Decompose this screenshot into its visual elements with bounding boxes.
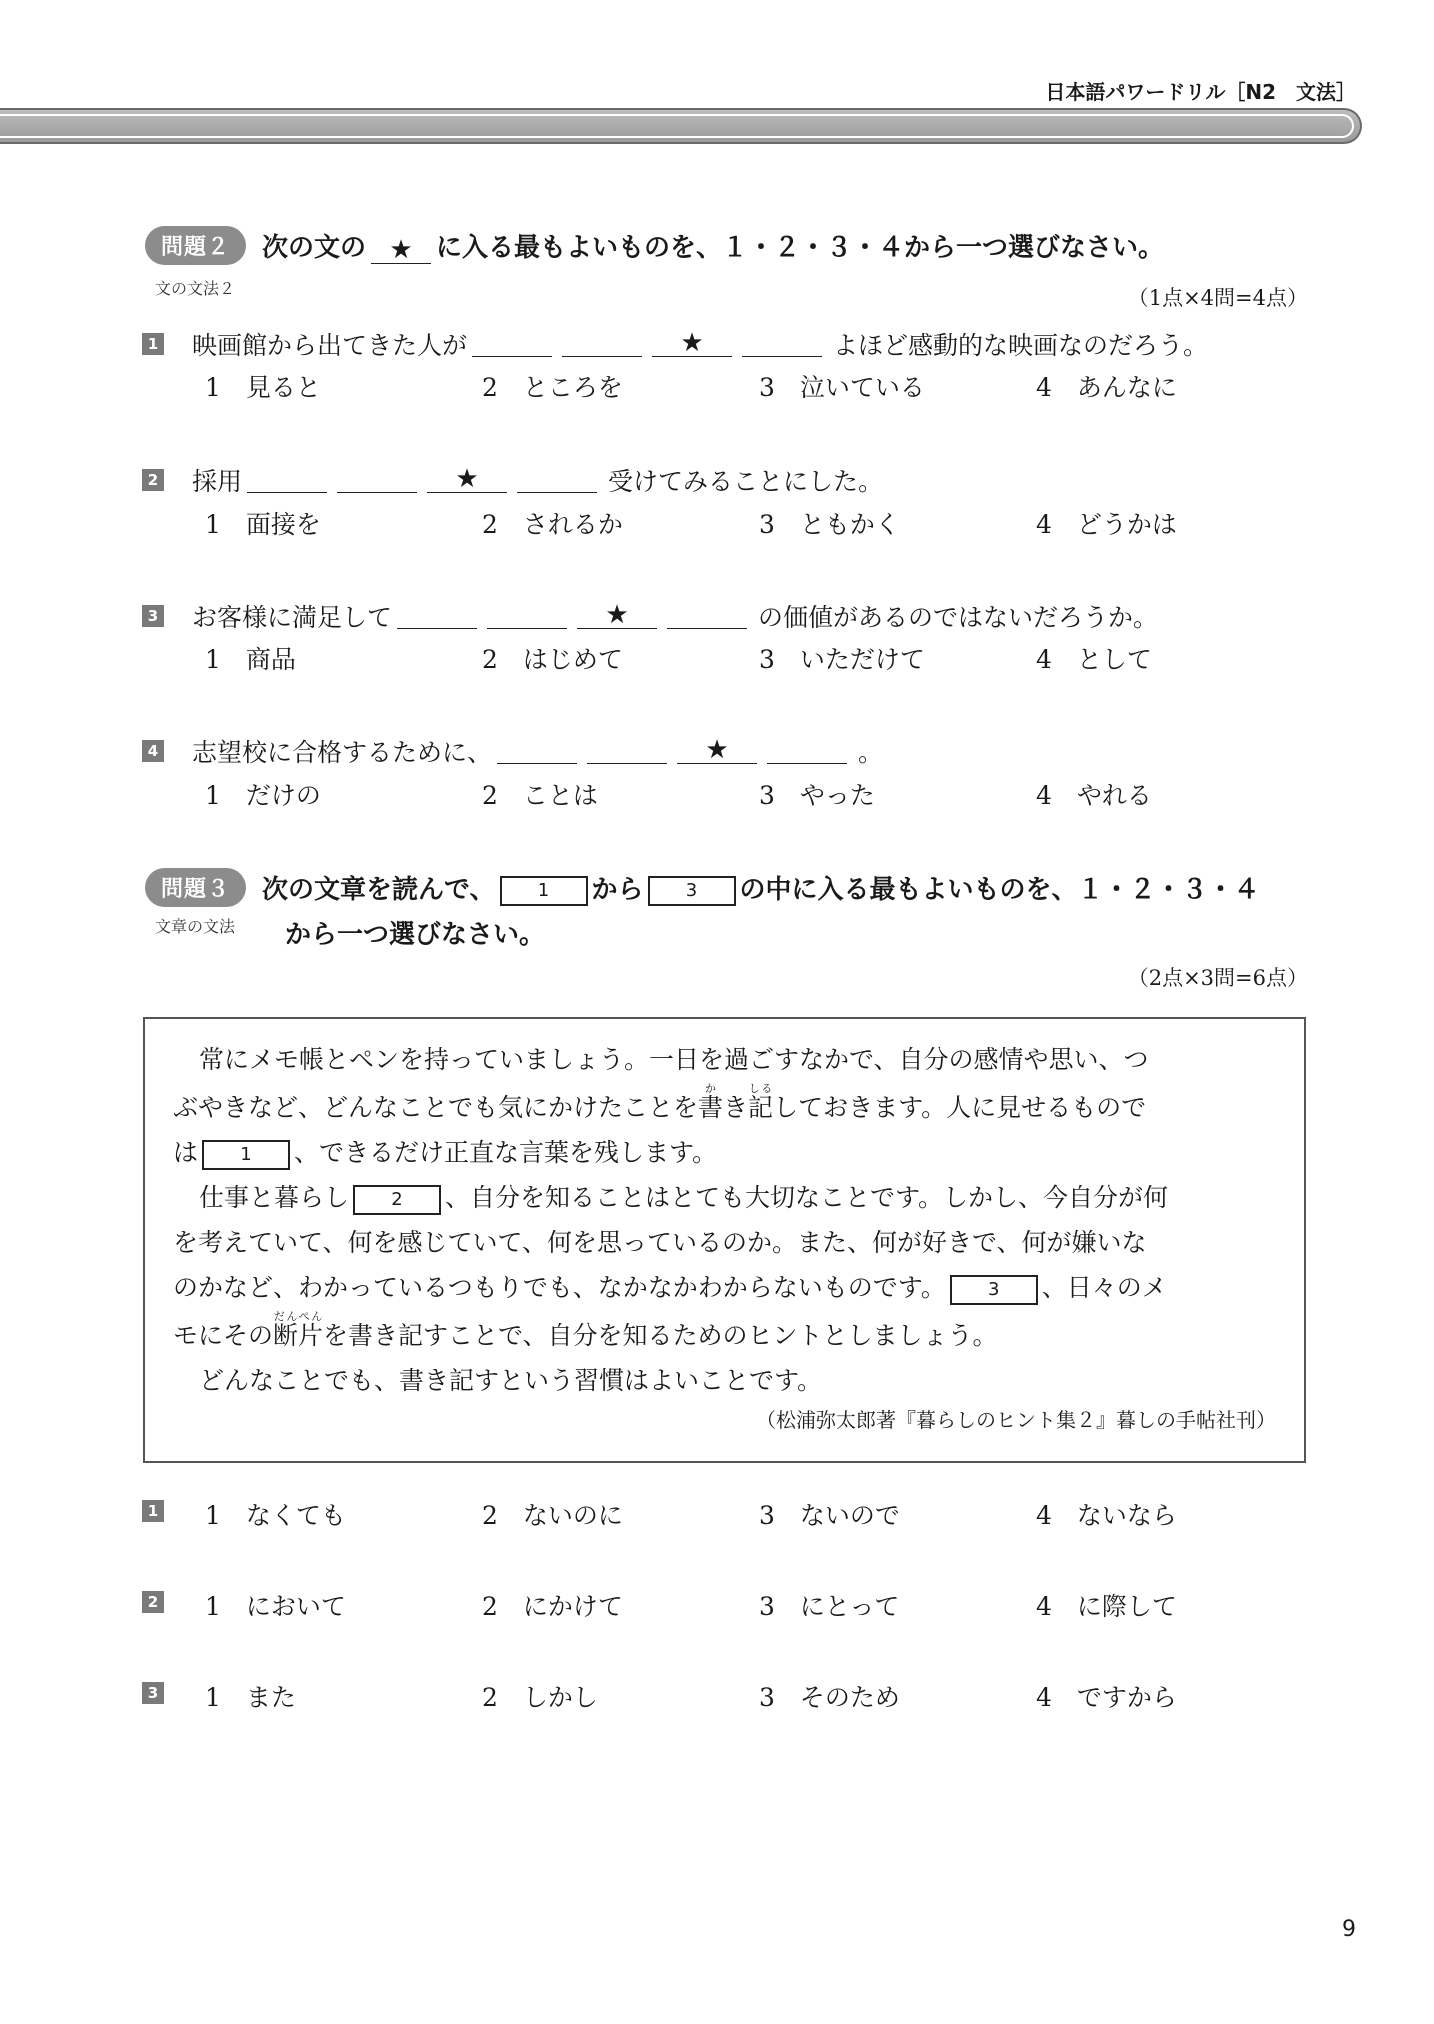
option-2[interactable]: 2 しかし xyxy=(482,1683,598,1712)
question-number: 4 xyxy=(142,740,164,762)
question-number: 3 xyxy=(142,1682,164,1704)
option-3[interactable]: 3 そのため xyxy=(759,1683,900,1712)
option-1[interactable]: 1 だけの xyxy=(205,781,321,810)
passage-source: （松浦弥太郎著『暮らしのヒント集２』暮しの手帖社刊） xyxy=(756,1408,1276,1432)
option-3[interactable]: 3 ないので xyxy=(759,1501,900,1530)
mondai2-question-3: 3 お客様に満足して ★ の価値があるのではないだろうか。 xyxy=(142,598,1158,634)
option-4[interactable]: 4 に際して xyxy=(1036,1592,1177,1621)
passage-line: 常にメモ帳とペンを持っていましょう。一日を過ごすなかで、自分の感情や思い、つ xyxy=(199,1045,1149,1074)
answer-blank[interactable] xyxy=(587,739,667,764)
passage-line: を考えていて、何を感じていて、何を思っているのか。また、何が好きで、何が嫌いな xyxy=(173,1228,1147,1257)
option-2[interactable]: 2 にかけて xyxy=(482,1592,623,1621)
question-number: 1 xyxy=(142,333,164,355)
option-4[interactable]: 4 やれる xyxy=(1036,781,1152,810)
question-number: 1 xyxy=(142,1500,164,1522)
option-4[interactable]: 4 ないなら xyxy=(1036,1501,1177,1530)
mondai3-instruction-line2: から一つ選びなさい。 xyxy=(285,920,546,950)
option-4[interactable]: 4 あんなに xyxy=(1036,373,1177,402)
option-2[interactable]: 2 はじめて xyxy=(482,645,623,674)
star-blank[interactable]: ★ xyxy=(677,739,757,764)
passage-line: どんなことでも、書き記すという習慣はよいことです。 xyxy=(199,1366,823,1395)
option-2[interactable]: 2 ことは xyxy=(482,781,598,810)
mondai3-sublabel: 文章の文法 xyxy=(155,917,236,936)
answer-blank[interactable] xyxy=(742,332,822,357)
option-1[interactable]: 1 また xyxy=(205,1683,296,1712)
passage-line: 仕事と暮らし 2 、自分を知ることはとても大切なことです。しかし、今自分が何 xyxy=(173,1175,1276,1220)
mondai3-pill: 問題３ xyxy=(145,868,246,907)
option-3[interactable]: 3 ともかく xyxy=(759,510,900,539)
reading-passage xyxy=(143,1017,1306,1463)
answer-blank[interactable] xyxy=(667,604,747,629)
passage-line: モにその断片だんぺんを書き記すことで、自分を知るためのヒントとしましょう。 xyxy=(173,1310,998,1350)
passage-blank-1[interactable]: 1 xyxy=(202,1140,290,1170)
option-2[interactable]: 2 ないのに xyxy=(482,1501,623,1530)
mondai3-heading xyxy=(145,868,1260,907)
option-2[interactable]: 2 されるか xyxy=(482,510,623,539)
option-2[interactable]: 2 ところを xyxy=(482,373,623,402)
mondai2-pill: 問題２ xyxy=(145,226,246,265)
mondai3-question-2 xyxy=(142,1591,192,1613)
option-1[interactable]: 1 商品 xyxy=(205,645,296,674)
option-3[interactable]: 3 いただけて xyxy=(759,645,925,674)
book-title: 日本語パワードリル［N2 文法］ xyxy=(1045,80,1356,104)
option-1[interactable]: 1 面接を xyxy=(205,510,321,539)
mondai2-heading xyxy=(145,226,1164,265)
passage-line: ぶやきなど、どんなことでも気にかけたことを書かき記しるしておきます。人に見せるもので xyxy=(173,1082,1147,1122)
mondai2-question-4: 4 志望校に合格するために、 ★ 。 xyxy=(142,733,883,769)
option-4[interactable]: 4 ですから xyxy=(1036,1683,1177,1712)
star-blank[interactable]: ★ xyxy=(427,468,507,493)
mondai2-question-1: 1 映画館から出てきた人が ★ よほど感動的な映画なのだろう。 xyxy=(142,326,1208,362)
star-icon: ★ xyxy=(371,239,431,264)
answer-blank[interactable] xyxy=(397,604,477,629)
answer-blank[interactable] xyxy=(472,332,552,357)
answer-blank[interactable] xyxy=(517,468,597,493)
page-number: 9 xyxy=(1342,1917,1356,1942)
star-blank[interactable]: ★ xyxy=(652,332,732,357)
option-4[interactable]: 4 どうかは xyxy=(1036,510,1177,539)
answer-blank[interactable] xyxy=(247,468,327,493)
mondai2-instruction: 次の文の ★ に入る最もよいものを、１・２・３・４から一つ選びなさい。 xyxy=(262,233,1165,265)
blank-box-3: 3 xyxy=(648,876,736,906)
question-number: 2 xyxy=(142,1591,164,1613)
option-1[interactable]: 1 なくても xyxy=(205,1501,346,1530)
answer-blank[interactable] xyxy=(562,332,642,357)
header-bar xyxy=(0,108,1362,144)
option-3[interactable]: 3 にとって xyxy=(759,1592,900,1621)
mondai2-points: （1点×4問=4点） xyxy=(1127,286,1308,310)
mondai3-instruction: 次の文章を読んで、 1 から 3 の中に入る最もよいものを、１・２・３・４ xyxy=(262,875,1260,905)
question-number: 2 xyxy=(142,469,164,491)
option-4[interactable]: 4 として xyxy=(1036,645,1152,674)
option-1[interactable]: 1 において xyxy=(205,1592,346,1621)
option-1[interactable]: 1 見ると xyxy=(205,373,321,402)
blank-box-1: 1 xyxy=(500,876,588,906)
passage-line: のかなど、わかっているつもりでも、なかなかわからないものです。 3 、日々のメ xyxy=(173,1265,1276,1310)
mondai2-question-2: 2 採用 ★ 受けてみることにした。 xyxy=(142,462,883,498)
question-number: 3 xyxy=(142,605,164,627)
passage-blank-3[interactable]: 3 xyxy=(950,1275,1038,1305)
answer-blank[interactable] xyxy=(337,468,417,493)
answer-blank[interactable] xyxy=(487,604,567,629)
passage-line: は 1 、できるだけ正直な言葉を残します。 xyxy=(173,1130,1276,1175)
answer-blank[interactable] xyxy=(767,739,847,764)
passage-blank-2[interactable]: 2 xyxy=(353,1185,441,1215)
mondai2-sublabel: 文の文法２ xyxy=(155,279,236,298)
option-3[interactable]: 3 泣いている xyxy=(759,373,925,402)
mondai3-question-3 xyxy=(142,1682,192,1704)
option-3[interactable]: 3 やった xyxy=(759,781,875,810)
answer-blank[interactable] xyxy=(497,739,577,764)
star-blank[interactable]: ★ xyxy=(577,604,657,629)
mondai3-question-1 xyxy=(142,1500,192,1522)
mondai3-points: （2点×3問=6点） xyxy=(1127,966,1308,990)
